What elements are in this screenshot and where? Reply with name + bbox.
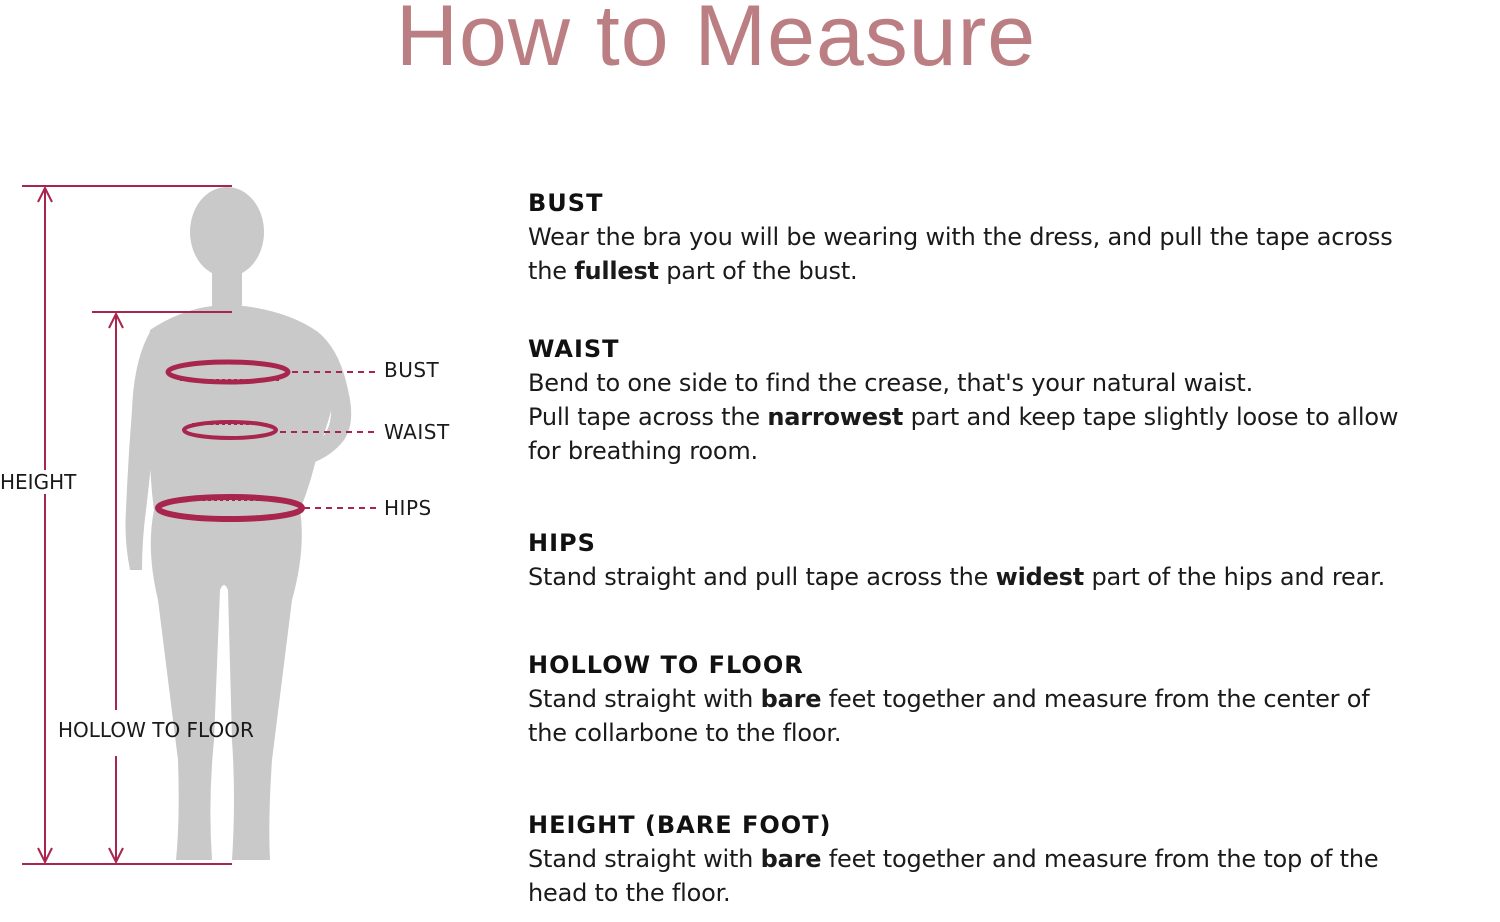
section-line	[528, 842, 1378, 876]
emphasis-text: fullest	[574, 257, 659, 285]
body-text: part of the bust.	[658, 257, 858, 285]
waist-label: WAIST	[384, 420, 450, 444]
emphasis-text: widest	[995, 563, 1085, 591]
section-waist	[528, 332, 1398, 468]
body-text: the	[528, 257, 575, 285]
body-text: feet together and measure from the center of	[821, 685, 1370, 713]
body-text: the collarbone to the floor.	[528, 719, 842, 747]
body-text: Wear the bra you will be wearing with the dress, and pull the tape across	[528, 223, 1393, 251]
body-text: for breathing room.	[528, 437, 758, 465]
body-text: feet together and measure from the top of the	[821, 845, 1379, 873]
section-line	[528, 434, 1398, 468]
section-line	[528, 254, 1393, 288]
emphasis-text: bare	[760, 845, 822, 873]
height-label: HEIGHT	[0, 470, 77, 494]
measurement-figure	[0, 160, 480, 880]
silhouette	[126, 187, 352, 860]
hollow-to-floor-label: HOLLOW TO FLOOR	[58, 718, 254, 742]
bust-label: BUST	[384, 358, 440, 382]
body-text: Pull tape across the	[528, 403, 768, 431]
section-body	[528, 682, 1370, 750]
page-title: How to Measure	[395, 0, 1037, 84]
section-heading: BUST	[528, 189, 604, 217]
section-hollow-to-floor	[528, 648, 1370, 750]
body-text: Stand straight and pull tape across the	[528, 563, 996, 591]
section-line	[528, 366, 1398, 400]
section-line	[528, 682, 1370, 716]
section-body	[528, 560, 1385, 594]
section-body	[528, 220, 1393, 288]
section-heading: HIPS	[528, 529, 596, 557]
section-body	[528, 842, 1378, 910]
section-bust	[528, 186, 1393, 288]
section-line	[528, 560, 1385, 594]
section-line	[528, 220, 1393, 254]
emphasis-text: bare	[760, 685, 822, 713]
section-height	[528, 808, 1378, 910]
section-line	[528, 716, 1370, 750]
section-hips	[528, 526, 1385, 594]
section-body	[528, 366, 1398, 468]
body-text: Stand straight with	[528, 685, 761, 713]
section-heading: HOLLOW TO FLOOR	[528, 651, 804, 679]
section-line	[528, 876, 1378, 910]
section-line	[528, 400, 1398, 434]
body-text: Bend to one side to find the crease, that's your natural waist.	[528, 369, 1254, 397]
body-text: Stand straight with	[528, 845, 761, 873]
section-heading: WAIST	[528, 335, 620, 363]
body-text: head to the floor.	[528, 879, 731, 907]
body-text: part of the hips and rear.	[1084, 563, 1386, 591]
body-silhouette-illustration	[0, 160, 480, 880]
body-text: part and keep tape slightly loose to allow	[903, 403, 1399, 431]
hips-label: HIPS	[384, 496, 432, 520]
section-heading: HEIGHT (BARE FOOT)	[528, 811, 832, 839]
emphasis-text: narrowest	[767, 403, 904, 431]
